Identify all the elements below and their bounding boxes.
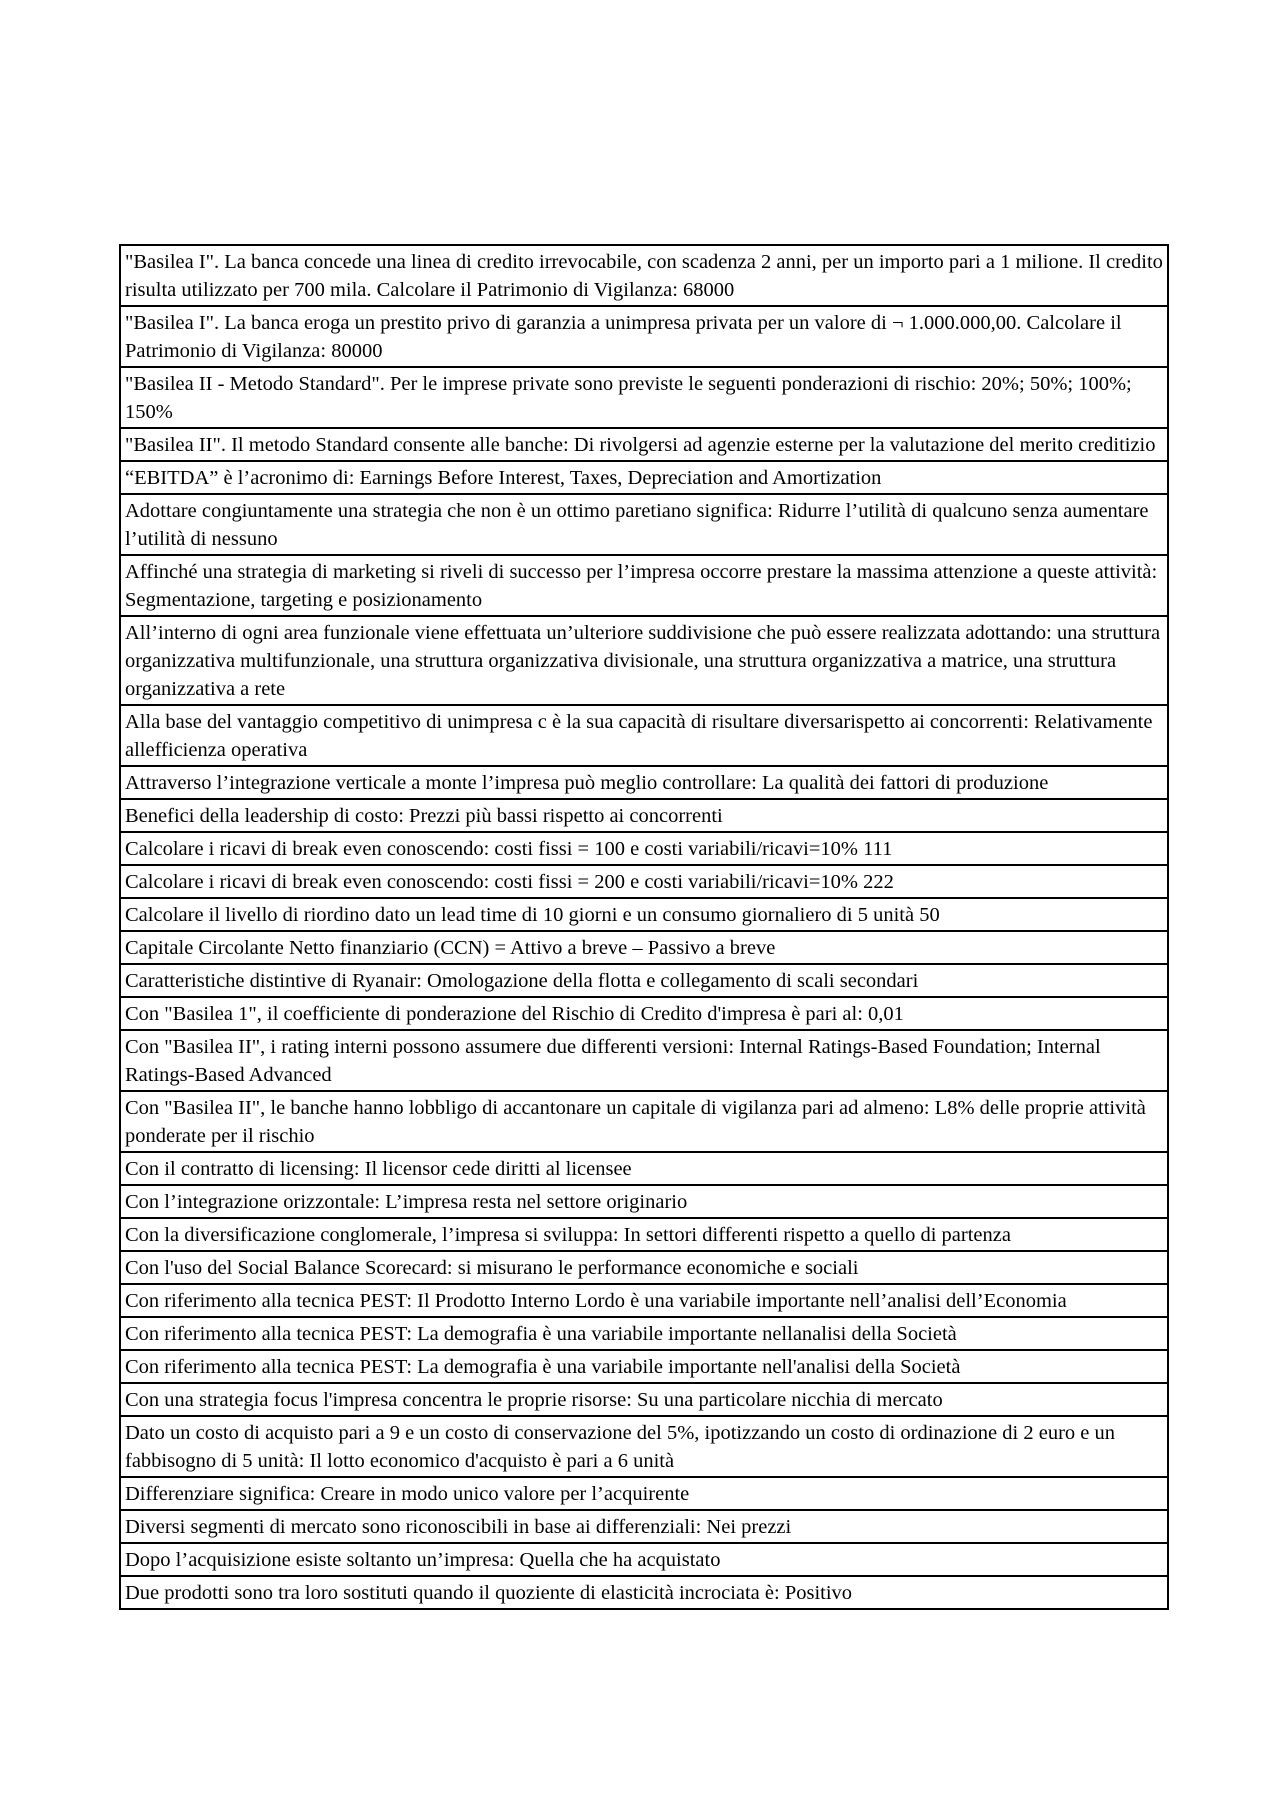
- table-row: [120, 428, 1168, 461]
- table-cell: Due prodotti sono tra loro sostituti quando il quoziente di elasticità incrociata è: Positivo: [120, 1576, 1168, 1609]
- table-row: [120, 931, 1168, 964]
- table-cell: "Basilea II". Il metodo Standard consente alle banche: Di rivolgersi ad agenzie esterne per la valutazione del merito creditizio: [120, 428, 1168, 461]
- table-cell: Con riferimento alla tecnica PEST: La demografia è una variabile importante nell'analisi della Società: [120, 1350, 1168, 1383]
- table-cell: Calcolare i ricavi di break even conoscendo: costi fissi = 200 e costi variabili/ricavi=10% 222: [120, 865, 1168, 898]
- table-cell: Dato un costo di acquisto pari a 9 e un costo di conservazione del 5%, ipotizzando un costo di ordinazione di 2 euro e un fabbisogno di 5 unità: Il lotto economico d'acquisto è pari a 6 unità: [120, 1416, 1168, 1477]
- table-row: [120, 1284, 1168, 1317]
- table-cell: All’interno di ogni area funzionale viene effettuata un’ulteriore suddivisione che può essere realizzata adottando: una struttura organizzativa multifunzionale, una struttura organizzativa divisionale, una struttura organizzativa a matrice, una struttura organizzativa a rete: [120, 616, 1168, 705]
- table-row: [120, 461, 1168, 494]
- table-row: [120, 997, 1168, 1030]
- table-cell: Affinché una strategia di marketing si riveli di successo per l’impresa occorre prestare la massima attenzione a queste attività: Segmentazione, targeting e posizionamento: [120, 555, 1168, 616]
- table-cell: "Basilea I". La banca eroga un prestito privo di garanzia a unimpresa privata per un valore di ¬ 1.000.000,00. Calcolare il Patrimonio di Vigilanza: 80000: [120, 306, 1168, 367]
- table-cell: Diversi segmenti di mercato sono riconoscibili in base ai differenziali: Nei prezzi: [120, 1510, 1168, 1543]
- table-row: [120, 616, 1168, 705]
- table-row: [120, 1185, 1168, 1218]
- table-row: [120, 799, 1168, 832]
- table-row: [120, 766, 1168, 799]
- table-cell: Calcolare i ricavi di break even conoscendo: costi fissi = 100 e costi variabili/ricavi=10% 111: [120, 832, 1168, 865]
- table-row: [120, 1152, 1168, 1185]
- table-cell: Con riferimento alla tecnica PEST: La demografia è una variabile importante nellanalisi della Società: [120, 1317, 1168, 1350]
- table-cell: "Basilea I". La banca concede una linea di credito irrevocabile, con scadenza 2 anni, per un importo pari a 1 milione. Il credito risulta utilizzato per 700 mila. Calcolare il Patrimonio di Vigilanza: 68000: [120, 245, 1168, 306]
- table-cell: Caratteristiche distintive di Ryanair: Omologazione della flotta e collegamento di scali secondari: [120, 964, 1168, 997]
- table-row: [120, 1317, 1168, 1350]
- table-row: [120, 964, 1168, 997]
- table-row: [120, 245, 1168, 306]
- table-cell: Dopo l’acquisizione esiste soltanto un’impresa: Quella che ha acquistato: [120, 1543, 1168, 1576]
- table-cell: Con una strategia focus l'impresa concentra le proprie risorse: Su una particolare nicchia di mercato: [120, 1383, 1168, 1416]
- table-cell: "Basilea II - Metodo Standard". Per le imprese private sono previste le seguenti ponderazioni di rischio: 20%; 50%; 100%; 150%: [120, 367, 1168, 428]
- table-cell: Con "Basilea II", le banche hanno lobbligo di accantonare un capitale di vigilanza pari ad almeno: L8% delle proprie attività ponderate per il rischio: [120, 1091, 1168, 1152]
- table-cell: Alla base del vantaggio competitivo di unimpresa c è la sua capacità di risultare diversarispetto ai concorrenti: Relativamente allefficienza operativa: [120, 705, 1168, 766]
- table-row: [120, 1510, 1168, 1543]
- table-row: [120, 1091, 1168, 1152]
- table-cell: Con il contratto di licensing: Il licensor cede diritti al licensee: [120, 1152, 1168, 1185]
- table-row: [120, 1251, 1168, 1284]
- table-cell: Calcolare il livello di riordino dato un lead time di 10 giorni e un consumo giornaliero di 5 unità 50: [120, 898, 1168, 931]
- table-cell: Benefici della leadership di costo: Prezzi più bassi rispetto ai concorrenti: [120, 799, 1168, 832]
- table-row: [120, 1030, 1168, 1091]
- table-cell: Con "Basilea 1", il coefficiente di ponderazione del Rischio di Credito d'impresa è pari al: 0,01: [120, 997, 1168, 1030]
- table-row: [120, 494, 1168, 555]
- qa-table-body: [120, 245, 1168, 1609]
- table-row: [120, 1416, 1168, 1477]
- table-row: [120, 1383, 1168, 1416]
- table-cell: Attraverso l’integrazione verticale a monte l’impresa può meglio controllare: La qualità dei fattori di produzione: [120, 766, 1168, 799]
- qa-table: [119, 244, 1169, 1610]
- table-row: [120, 306, 1168, 367]
- table-row: [120, 865, 1168, 898]
- table-row: [120, 1350, 1168, 1383]
- table-cell: Capitale Circolante Netto finanziario (CCN) = Attivo a breve – Passivo a breve: [120, 931, 1168, 964]
- table-cell: Con l’integrazione orizzontale: L’impresa resta nel settore originario: [120, 1185, 1168, 1218]
- table-row: [120, 367, 1168, 428]
- table-row: [120, 1576, 1168, 1609]
- table-row: [120, 705, 1168, 766]
- table-row: [120, 1218, 1168, 1251]
- table-cell: “EBITDA” è l’acronimo di: Earnings Before Interest, Taxes, Depreciation and Amortization: [120, 461, 1168, 494]
- table-row: [120, 1543, 1168, 1576]
- table-cell: Differenziare significa: Creare in modo unico valore per l’acquirente: [120, 1477, 1168, 1510]
- table-cell: Con l'uso del Social Balance Scorecard: si misurano le performance economiche e sociali: [120, 1251, 1168, 1284]
- table-row: [120, 555, 1168, 616]
- table-cell: Con riferimento alla tecnica PEST: Il Prodotto Interno Lordo è una variabile importante nell’analisi dell’Economia: [120, 1284, 1168, 1317]
- table-cell: Con la diversificazione conglomerale, l’impresa si sviluppa: In settori differenti rispetto a quello di partenza: [120, 1218, 1168, 1251]
- table-cell: Con "Basilea II", i rating interni possono assumere due differenti versioni: Internal Ratings-Based Foundation; Internal Ratings-Based Advanced: [120, 1030, 1168, 1091]
- table-cell: Adottare congiuntamente una strategia che non è un ottimo paretiano significa: Ridurre l’utilità di qualcuno senza aumentare l’utilità di nessuno: [120, 494, 1168, 555]
- table-row: [120, 832, 1168, 865]
- table-row: [120, 898, 1168, 931]
- table-row: [120, 1477, 1168, 1510]
